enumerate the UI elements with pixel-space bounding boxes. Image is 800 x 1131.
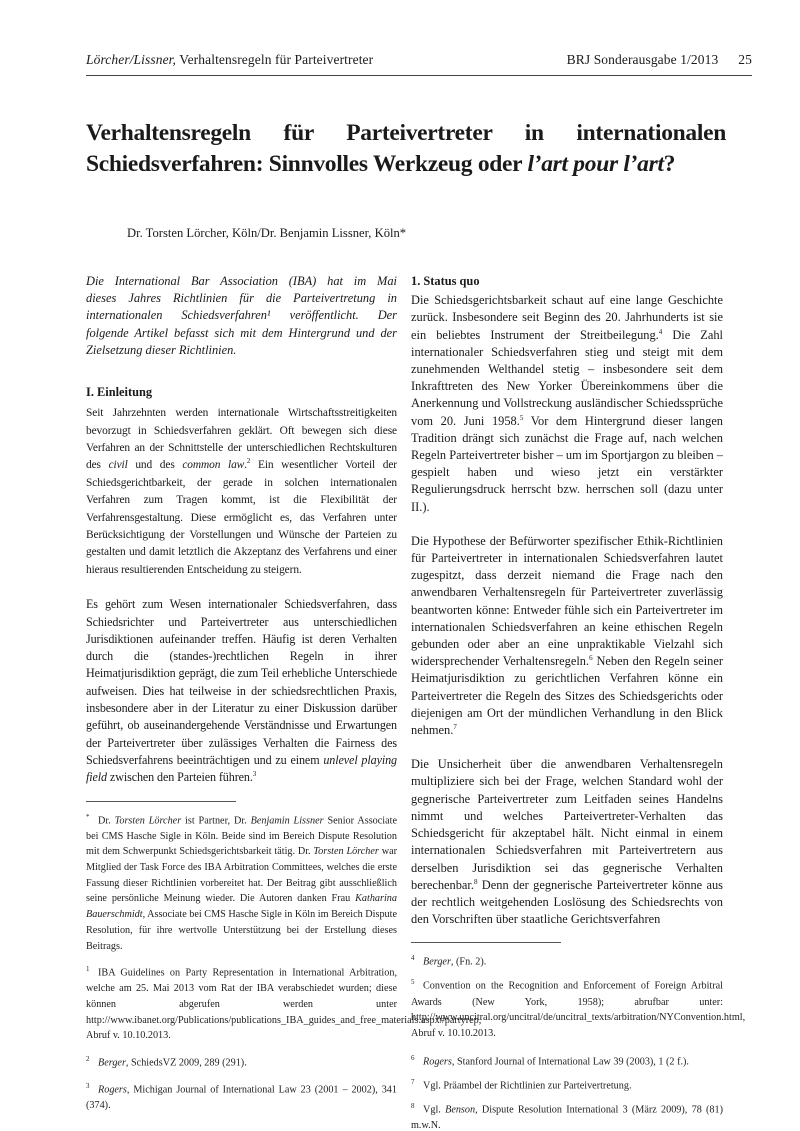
running-head — [86, 52, 752, 76]
article-title — [86, 118, 726, 180]
title-line-2-plain: Schiedsverfahren: Sinnvolles Werkzeug oder — [86, 151, 528, 177]
text-run: Vor dem Hintergrund dieser langen Tradition drängt sich zunächst die Frage auf, nach welchen Regeln Parteivertreter bisher – um im Sportjargon zu bleiben – gespielt haben und wieso jetzt ein verstärkter Regulierungsdruck herrscht bzw. herrschen soll (dazu unter II.). — [411, 413, 724, 514]
header-short-title: Verhaltensregeln für Parteivertreter — [176, 52, 374, 67]
abstract-line: dieses Jahres Richtlinien für die Parteivertretung in — [86, 291, 397, 306]
footnote — [411, 1051, 723, 1070]
header-authors: Lörcher/Lissner, — [86, 52, 176, 67]
section-heading-status-quo: 1. Status quo — [411, 274, 480, 288]
header-rule — [86, 75, 752, 76]
footnote-number: 8 — [411, 1101, 415, 1110]
fn-text: , (Fn. 2). — [450, 956, 487, 968]
title-line-1: Verhaltensregeln für Parteivertreter in internationalen — [86, 120, 726, 146]
fn-text: , SchiedsVZ 2009, 289 (291). — [125, 1057, 247, 1069]
italic-term: civil — [108, 459, 128, 472]
paragraph-einleitung-2 — [86, 596, 397, 786]
footnote-number: 7 — [411, 1077, 415, 1086]
paragraph-status-1 — [411, 292, 723, 516]
footnote-ref[interactable]: 3 — [252, 770, 257, 779]
text-run: Ein wesentlicher Vorteil der Schiedsgerichtbarkeit, der gerade in solchen internationalen Verfahren zum Tragen kommt, ist die Flexibilität der Verfahrensgestaltung. Diese ermöglicht es, das Verfahren unter Berücksichtigung der Vorstellungen und Wünsche der Parteien zu gestalten und damit letztlich die Akzeptanz des Verfahrens und einer hieraus resultierenden Entscheidung zu steigern. — [86, 459, 397, 576]
italic-term: unlevel playing field — [86, 752, 398, 785]
running-head-left — [86, 52, 373, 68]
footnote — [411, 975, 746, 1041]
fn-name: Benjamin Lissner — [250, 814, 324, 826]
footnotes-right — [411, 951, 746, 1131]
fn-text: Convention on the Recognition and Enforcement of Foreign Arbitral Awards (New York, 1958); abrufbar unter: http://www.uncitral.org/uncitral/de/uncitral_texts/arbitration/NYConvention.html, Abruf v. 10.10.2013. — [411, 980, 746, 1039]
fn-author: Rogers — [98, 1084, 127, 1096]
fn-name: Katharina Bauerschmidt — [86, 893, 397, 921]
text-run: Denn der gegnerische Parteivertreter könne aus der rechtlich weitgehenden Loslösung des Schiedsrechts von den Vorschriften über staatliche Gerichtsverfahren — [411, 877, 723, 927]
title-line-2 — [86, 149, 726, 180]
footnote-rule — [86, 801, 236, 802]
right-column — [411, 273, 746, 1131]
text-run: zwischen den Parteien führen. — [107, 770, 253, 785]
footnote — [86, 1079, 397, 1114]
footnote-number: 2 — [86, 1055, 90, 1064]
footnote-number: 6 — [411, 1053, 415, 1062]
text-run: und des — [127, 459, 183, 472]
text-run: Die Hypothese der Befürworter spezifischer Ethik-Richtlinien für Parteivertreter in internationalen Schiedsverfahren lautet zugespitzt, dass derzeit niemand die Frage nach den anwendbaren Verhaltensregeln für Parteivertreter zuverlässig beantworten könne: Entweder fühle sich ein Parteivertreter im internationalen Schiedsverfahren an keine ethischen Regeln gebunden oder aber an eine unpraktikable Vielzahl sich widersprechender Verhaltensregeln. — [411, 533, 723, 669]
footnote-number: 4 — [411, 954, 415, 963]
footnote-ref[interactable]: 7 — [453, 722, 457, 731]
paragraph-einleitung-1: Seit Jahrzehnten werden internationale Wirtschaftsstreitigkeiten bevorzugt in Schiedsverfahren geklärt. Oft bewegen sich diese Verfahren an der Schnittstelle der unterschiedlichen Rechtskulturen des civil und des common law.$^2$ Ein wesentlicher Vorteil der Schiedsgerichtbarkeit, der gerade in solchen internationalen Verfahren zum Tragen kommt, ist die Flexibilität der Verfahrensgestaltung. Diese ermöglicht es, das Verfahren unter Berücksichtigung der Vorstellungen und Wünsche der Parteien zu gestalten und damit letztlich die Akzeptanz des Verfahrens und einer hieraus resultierenden Entscheidung zu steigern. — [86, 407, 397, 576]
footnote-number: 1 — [86, 965, 90, 974]
text-run: Die Schiedsgerichtsbarkeit schaut auf eine lange Geschichte zurück. Insbesondere seit Beginn des 20. Jahrhunderts ist sie ein beliebtes Instrument der Streitbeilegung. — [411, 293, 723, 342]
fn-text: , Associate bei CMS Hasche Sigle in Köln im Bereich Dispute Resolution, für ihre wertvolle Unterstützung bei der Erstellung dieses Beitrags. — [86, 909, 397, 952]
abstract-line: Die International Bar Association (IBA) hat im Mai — [86, 274, 397, 288]
footnote-number: 3 — [86, 1082, 90, 1091]
fn-name: Torsten Lörcher — [114, 814, 182, 826]
footnote — [86, 1052, 397, 1071]
paragraph-status-2 — [411, 533, 723, 739]
text-run: Neben den Regeln seiner Heimatjurisdiktion zu gerichtlichen Verfahren könne ein Parteivertreter die Regeln des Sitzes des Schiedsgerichts oder diejenigen am Ort der mündlichen Verhandlung in den Blick nehmen. — [411, 654, 723, 738]
fn-text: , Dispute Resolution International 3 (März 2009), 78 (81) m.w.N. — [411, 1104, 724, 1131]
fn-text: Dr. — [98, 814, 115, 826]
paragraph-status-3 — [411, 756, 723, 928]
fn-author: Rogers — [423, 1056, 452, 1067]
italic-term: common law — [182, 459, 245, 472]
footnote-number: * — [86, 812, 90, 821]
journal-name: BRJ Sonderausgabe 1/2013 — [566, 52, 719, 67]
fn-text: war Mitglied der Task Force des IBA Arbitration Committees, welches die erste Fassung dieser Richtlinien vorbereitet hat. Der Beitrag gibt ausschließlich seine persönliche Meinung wieder. Die Autoren danken Frau — [86, 846, 397, 905]
footnote — [411, 1099, 723, 1131]
fn-text: ist Partner, Dr. — [181, 814, 251, 826]
text-run: Es gehört zum Wesen internationaler Schiedsverfahren, dass Schiedsrichter und Parteivertreter aus unterschiedlichen Jurisdiktionen aufeinander treffen. Häufig ist deren Verhalten durch die (standes-)rechtlichen Regeln in ihrer Heimatjurisdiktion geprägt, die zum Teil erhebliche Unterschiede aufweisen. Dies hat teilweise in der schiedsrechtlichen Praxis, insbesondere aber in der Literatur zu einer Diskussion darüber geführt, ob auseinandergehende Verständnisse und Erwartungen der Parteivertreter über zulässiges Verhalten die Fairness des Schiedsverfahrens beeinträchtigen und zu einem — [86, 597, 397, 767]
footnote-rule — [411, 942, 561, 943]
fn-text: Senior Associate bei CMS Hasche Sigle in Köln. Beide sind im Bereich Dispute Resolution mit dem Schwerpunkt Schiedsgerichtsbarkeit tätig. Dr. — [86, 814, 397, 858]
fn-author: Berger — [98, 1057, 126, 1069]
fn-text: IBA Guidelines on Party Representation in International Arbitration, welche am 25. Mai 2013 vom Rat der IBA verabschiedet wurden; diese können abgerufen werden unter http://www.ibanet.org/Publications/publications_IBA_guides_and_free_materials.aspx#partyrep, Abruf v. 10.10.2013. — [86, 967, 482, 1042]
fn-text: , Stanford Journal of International Law 39 (2003), 1 (2 f.). — [451, 1056, 689, 1067]
footnote-ref[interactable]: 8 — [473, 877, 478, 886]
fn-author: Benson — [445, 1104, 476, 1116]
abstract-line: folgende Artikel befasst sich mit dem Hintergrund und der — [86, 325, 397, 340]
footnote-ref[interactable]: 6 — [589, 654, 593, 663]
footnote-number: 5 — [411, 978, 415, 987]
byline: Dr. Torsten Lörcher, Köln/Dr. Benjamin Lissner, Köln* — [127, 226, 407, 240]
footnote-ref[interactable]: 4 — [658, 327, 663, 336]
footnote — [411, 951, 723, 970]
fn-text: Vgl. — [423, 1104, 446, 1116]
footnote — [411, 1075, 723, 1094]
fn-author: Berger — [423, 956, 451, 968]
text-run: Die Zahl internationaler Schiedsverfahren stieg und steigt mit dem zunehmenden Welthandel stetig – insbesondere seit dem Inkrafttreten des New Yorker Übereinkommens über die Anerkennung und Vollstreckung ausländischer Schiedssprüche vom 20. Juni 1958. — [411, 327, 723, 428]
section-heading-einleitung: I. Einleitung — [86, 385, 153, 400]
footnote-ref[interactable]: 2 — [246, 457, 251, 466]
fn-text: Vgl. Präambel der Richtlinien zur Parteivertretung. — [423, 1080, 632, 1092]
abstract — [86, 273, 397, 359]
footnote-ref[interactable]: 5 — [519, 413, 524, 422]
page-number: 25 — [738, 52, 752, 67]
fn-text: , Michigan Journal of International Law 23 (2001 – 2002), 341 (374). — [86, 1084, 397, 1112]
running-head-right — [567, 52, 752, 68]
text-run: Die Unsicherheit über die anwendbaren Verhaltensregeln multipliziere sich bei der Frage, welchen Standard wohl der gegnerische Parteivertreter zum Leitfaden seines Handelns nimmt und welches Parteivertreter-Verhalten das Schiedsgericht für akzeptabel hält. Nicht einmal in einem internationalen Schiedsverfahren mit Parteivertretern aus derselben Jurisdiktion sei das gegnerische Verhalten berechenbar. — [411, 757, 723, 892]
title-italic: l’art pour l’art — [527, 151, 664, 177]
abstract-line: internationalen Schiedsverfahren¹ veröffentlicht. Der — [86, 308, 397, 323]
text-run: Seit Jahrzehnten werden internationale Wirtschaftsstreitigkeiten bevorzugt in Schiedsverfahren geklärt. Oft bewegen sich diese Verfahren an der Schnittstelle der unterschiedlichen Rechtskulturen des — [86, 407, 397, 472]
title-end: ? — [663, 151, 676, 177]
footnote — [86, 810, 397, 955]
abstract-line: Zielsetzung dieser Richtlinien. — [86, 342, 237, 357]
fn-name: Torsten Lörcher — [313, 846, 379, 858]
